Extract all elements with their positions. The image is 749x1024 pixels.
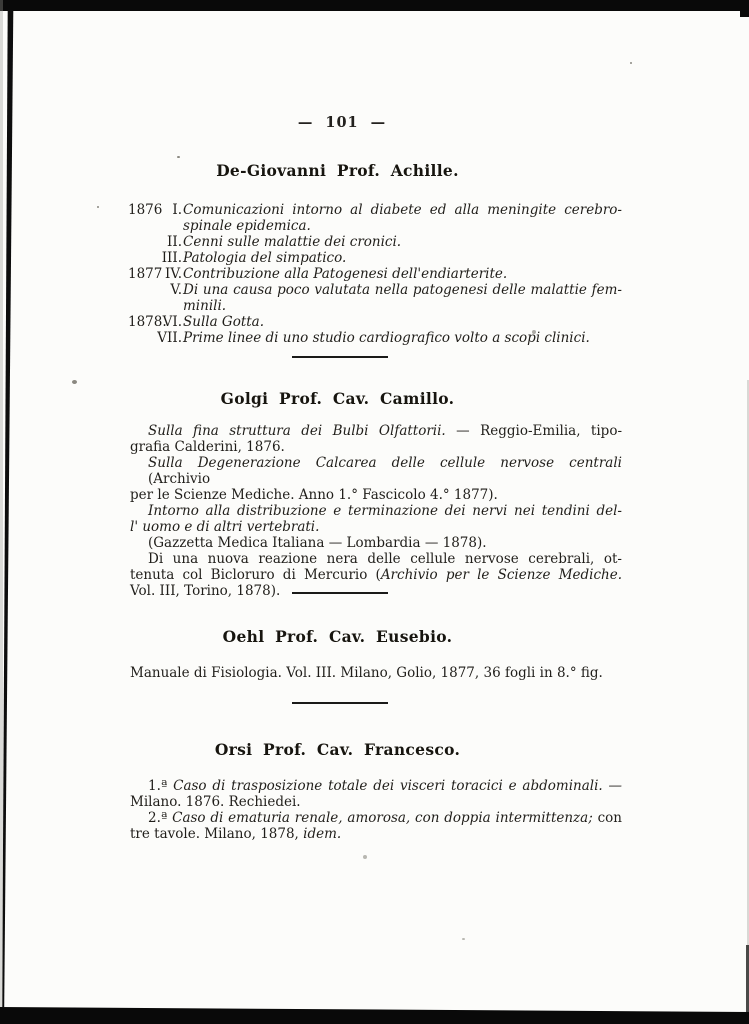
text-line (130, 455, 622, 487)
roman-text: — Reggio-Emilia, tipo- (445, 423, 623, 439)
page-number: — 101 — (297, 114, 387, 131)
italic-text: Sulla Degenerazione Calcarea delle cellule nervose centrali (148, 455, 622, 471)
paragraph (130, 423, 622, 455)
bibliography-item (130, 234, 622, 250)
text-line (183, 250, 622, 266)
italic-text: Caso di trasposizione totale dei visceri toracici e abdominali. — (173, 778, 623, 794)
text-line (130, 423, 622, 439)
bibliography-item (130, 266, 622, 282)
roman-text: 1.ª (148, 778, 174, 794)
italic-text: Patologia del simpatico. (183, 250, 347, 266)
section-body (130, 778, 622, 842)
italic-text: Di una causa poco valutata nella patogenesi delle malattie fem- (183, 282, 622, 298)
item-numeral-label: IV. (164, 266, 182, 282)
text-line (130, 519, 622, 535)
roman-text: Milano. 1876. Rechiedei. (130, 794, 301, 810)
italic-text: minili. (183, 298, 227, 314)
item-year-label: 1878. (128, 314, 167, 330)
item-year-label: 1876 (128, 202, 163, 218)
paragraph (130, 778, 622, 810)
scan-edge-left (0, 0, 3, 1007)
scan-speck (177, 156, 180, 158)
italic-text: Contribuzione alla Patogenesi dell'endiarterite. (183, 266, 508, 282)
text-line (130, 551, 622, 567)
section-heading: De-Giovanni Prof. Achille. (216, 161, 459, 180)
scan-speck (462, 938, 465, 940)
text-line (130, 826, 622, 842)
section-divider-rule (292, 356, 388, 358)
section-heading: Orsi Prof. Cav. Francesco. (214, 740, 461, 759)
roman-text: con (592, 810, 622, 826)
italic-text: Archivio per le Scienze Mediche. (380, 567, 622, 583)
text-line (130, 583, 622, 599)
text-line (183, 314, 622, 330)
scan-speck (72, 380, 77, 384)
text-line (183, 234, 622, 250)
item-numeral-label: III. (161, 250, 182, 266)
scan-speck (630, 62, 632, 64)
item-numeral-label: VII. (157, 330, 182, 346)
text-line (130, 567, 622, 583)
roman-text: (Gazzetta Medica Italiana — Lombardia — 1878). (148, 535, 487, 551)
text-line (183, 218, 622, 234)
paragraph (130, 665, 622, 681)
paragraph (130, 810, 622, 842)
italic-text: idem. (303, 826, 342, 842)
text-line (130, 439, 622, 455)
text-line (183, 266, 622, 282)
scan-speck (97, 206, 99, 208)
text-line (130, 665, 622, 681)
roman-text: per le Scienze Mediche. Anno 1.° Fascicolo 4.° 1877). (130, 487, 498, 503)
scan-speck (363, 855, 367, 859)
italic-text: Caso di ematuria renale, amorosa, con doppia intermittenza; (172, 810, 593, 826)
item-numeral-label: II. (167, 234, 182, 250)
item-numeral-label: I. (172, 202, 182, 218)
text-line (130, 794, 622, 810)
text-line (130, 535, 622, 551)
bibliography-item (130, 314, 622, 330)
section-heading: Oehl Prof. Cav. Eusebio. (222, 627, 453, 646)
bibliography-item (130, 202, 622, 234)
text-line (130, 487, 622, 503)
roman-text: tre tavole. Milano, 1878, (130, 826, 304, 842)
bibliography-item (130, 282, 622, 314)
roman-text: tenuta col Bicloruro di Mercurio ( (130, 567, 381, 583)
paragraph (130, 535, 622, 551)
bibliography-item (130, 250, 622, 266)
section-body (130, 665, 622, 681)
text-line (130, 503, 622, 519)
italic-text: Prime linee di uno studio cardiografico volto a scopi clinici. (183, 330, 590, 346)
section-body (130, 423, 622, 599)
text-line (183, 282, 622, 298)
scan-band-bottom (0, 1005, 749, 1024)
roman-text: 2.ª (148, 810, 173, 826)
text-line (130, 810, 622, 826)
text-line (183, 202, 622, 218)
scan-band-corner-blob (740, 0, 749, 17)
bibliography-item (130, 330, 622, 346)
roman-text: Manuale di Fisiologia. Vol. III. Milano, Golio, 1877, 36 fogli in 8.° fig. (130, 665, 603, 681)
section-divider-rule (292, 702, 388, 704)
section-heading: Golgi Prof. Cav. Camillo. (220, 389, 455, 408)
section-body (130, 202, 622, 346)
italic-text: Sulla Gotta. (183, 314, 265, 330)
italic-text: Sulla fina struttura dei Bulbi Olfattorii. (148, 423, 446, 439)
italic-text: Cenni sulle malattie dei cronici. (183, 234, 402, 250)
text-line (183, 330, 622, 346)
item-year-label: 1877 (128, 266, 163, 282)
paragraph (130, 503, 622, 535)
paragraph (130, 455, 622, 503)
italic-text: spinale epidemica. (183, 218, 311, 234)
text-line (130, 778, 622, 794)
italic-text: Intorno alla distribuzione e terminazione dei nervi nei tendini del- (148, 503, 622, 519)
roman-text: Di una nuova reazione nera delle cellule nervose cerebrali, ot- (148, 551, 622, 567)
scan-band-top (0, 0, 749, 11)
section-divider-rule (292, 592, 388, 594)
italic-text: Comunicazioni intorno al diabete ed alla meningite cerebro- (183, 202, 622, 218)
text-line (183, 298, 622, 314)
item-numeral-label: VI. (162, 314, 182, 330)
roman-text: Vol. III, Torino, 1878). (130, 583, 281, 599)
roman-text: grafia Calderini, 1876. (130, 439, 285, 455)
item-numeral-label: V. (170, 282, 182, 298)
italic-text: l' uomo e di altri vertebrati. (130, 519, 320, 535)
roman-text: (Archivio (148, 471, 211, 487)
